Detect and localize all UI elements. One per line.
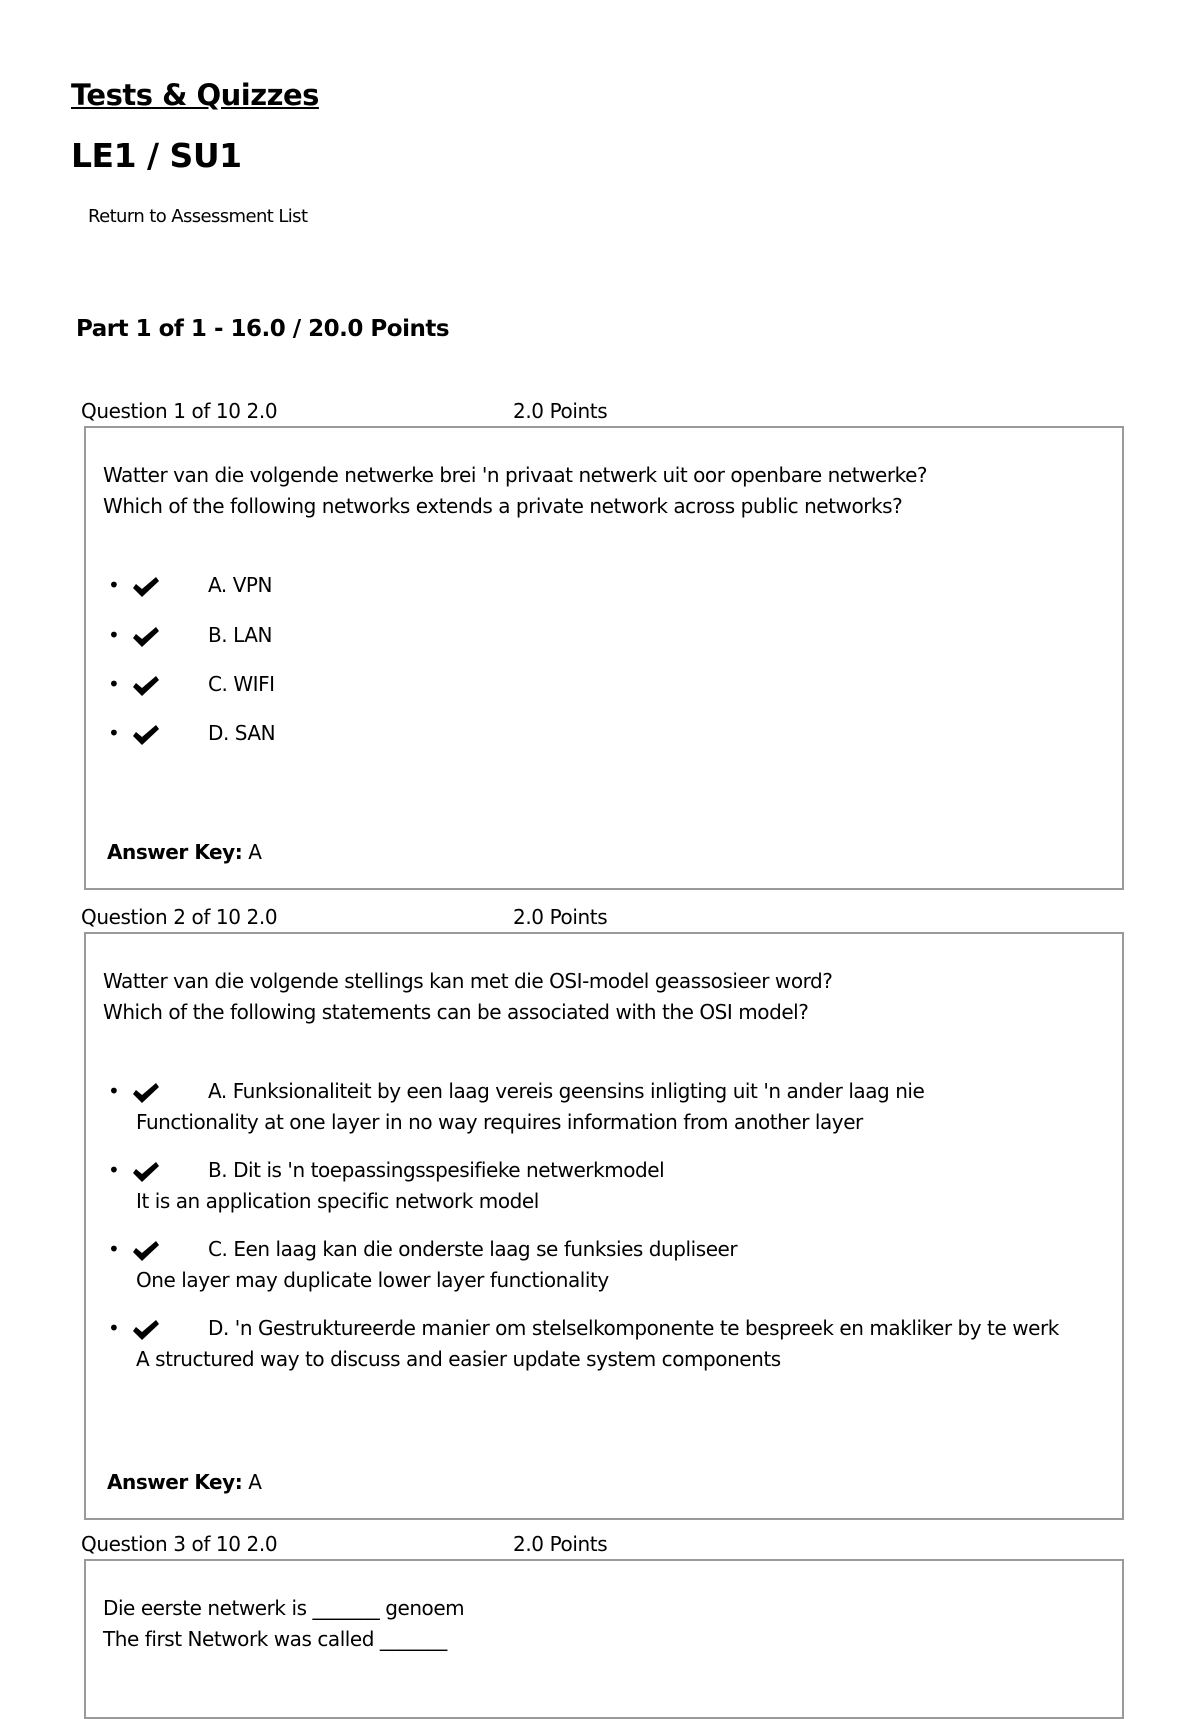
- question-1-text: [103, 460, 927, 522]
- question-2-box: [84, 932, 1124, 1520]
- bullet: •: [108, 1237, 120, 1261]
- check-icon: [132, 1240, 160, 1262]
- check-icon: [132, 675, 160, 697]
- bullet: •: [108, 1158, 120, 1182]
- question-2-header: [81, 905, 608, 929]
- question-2-number: Question 2 of 10 2.0: [81, 905, 278, 929]
- option-translation: Functionality at one layer in no way requires information from another layer: [136, 1110, 863, 1134]
- question-2-text-af: Watter van die volgende stellings kan met die OSI-model geassosieer word?: [103, 969, 833, 993]
- question-3-text-en: The first Network was called _______: [103, 1627, 447, 1651]
- question-2-answer-key: [107, 1470, 261, 1494]
- answer-key-label: Answer Key:: [107, 1470, 243, 1494]
- assessment-title: LE1 / SU1: [71, 136, 242, 175]
- question-3-points: 2.0 Points: [513, 1532, 608, 1556]
- question-2-text-en: Which of the following statements can be associated with the OSI model?: [103, 1000, 809, 1024]
- question-1-box: [84, 426, 1124, 890]
- bullet: •: [108, 672, 120, 696]
- option-label: D. 'n Gestruktureerde manier om stelselkomponente te bespreek en makliker by te werk: [208, 1316, 1059, 1340]
- bullet: •: [108, 573, 120, 597]
- question-1-text-af: Watter van die volgende netwerke brei 'n privaat netwerk uit oor openbare netwerke?: [103, 463, 928, 487]
- part-heading: Part 1 of 1 - 16.0 / 20.0 Points: [76, 316, 450, 342]
- question-1-points: 2.0 Points: [513, 399, 608, 423]
- question-1-text-en: Which of the following networks extends a private network across public networks?: [103, 494, 903, 518]
- page-heading[interactable]: Tests & Quizzes: [71, 78, 319, 112]
- question-1-number: Question 1 of 10 2.0: [81, 399, 278, 423]
- option-label: A. VPN: [208, 573, 273, 597]
- check-icon: [132, 1319, 160, 1341]
- option-label: A. Funksionaliteit by een laag vereis geensins inligting uit 'n ander laag nie: [208, 1079, 925, 1103]
- bullet: •: [108, 1316, 120, 1340]
- option-label: B. Dit is 'n toepassingsspesifieke netwerkmodel: [208, 1158, 665, 1182]
- question-3-text: [103, 1593, 464, 1655]
- return-to-assessment-list-link[interactable]: Return to Assessment List: [88, 206, 308, 227]
- question-3-number: Question 3 of 10 2.0: [81, 1532, 278, 1556]
- answer-key-value: A: [248, 840, 262, 864]
- bullet: •: [108, 623, 120, 647]
- question-2-text: [103, 966, 832, 1028]
- question-3-text-af: Die eerste netwerk is _______ genoem: [103, 1596, 465, 1620]
- bullet: •: [108, 1079, 120, 1103]
- question-1-header: [81, 399, 608, 423]
- answer-key-value: A: [248, 1470, 262, 1494]
- answer-key-label: Answer Key:: [107, 840, 243, 864]
- question-3-box: [84, 1559, 1124, 1719]
- option-translation: One layer may duplicate lower layer functionality: [136, 1268, 609, 1292]
- option-label: C. Een laag kan die onderste laag se funksies dupliseer: [208, 1237, 738, 1261]
- option-translation: A structured way to discuss and easier update system components: [136, 1347, 781, 1371]
- question-3-header: [81, 1532, 608, 1556]
- question-1-answer-key: [107, 840, 261, 864]
- check-icon: [132, 724, 160, 746]
- option-translation: It is an application specific network model: [136, 1189, 539, 1213]
- check-icon: [132, 1082, 160, 1104]
- question-2-points: 2.0 Points: [513, 905, 608, 929]
- option-label: C. WIFI: [208, 672, 275, 696]
- option-label: B. LAN: [208, 623, 272, 647]
- check-icon: [132, 626, 160, 648]
- bullet: •: [108, 721, 120, 745]
- check-icon: [132, 1161, 160, 1183]
- option-label: D. SAN: [208, 721, 276, 745]
- check-icon: [132, 576, 160, 598]
